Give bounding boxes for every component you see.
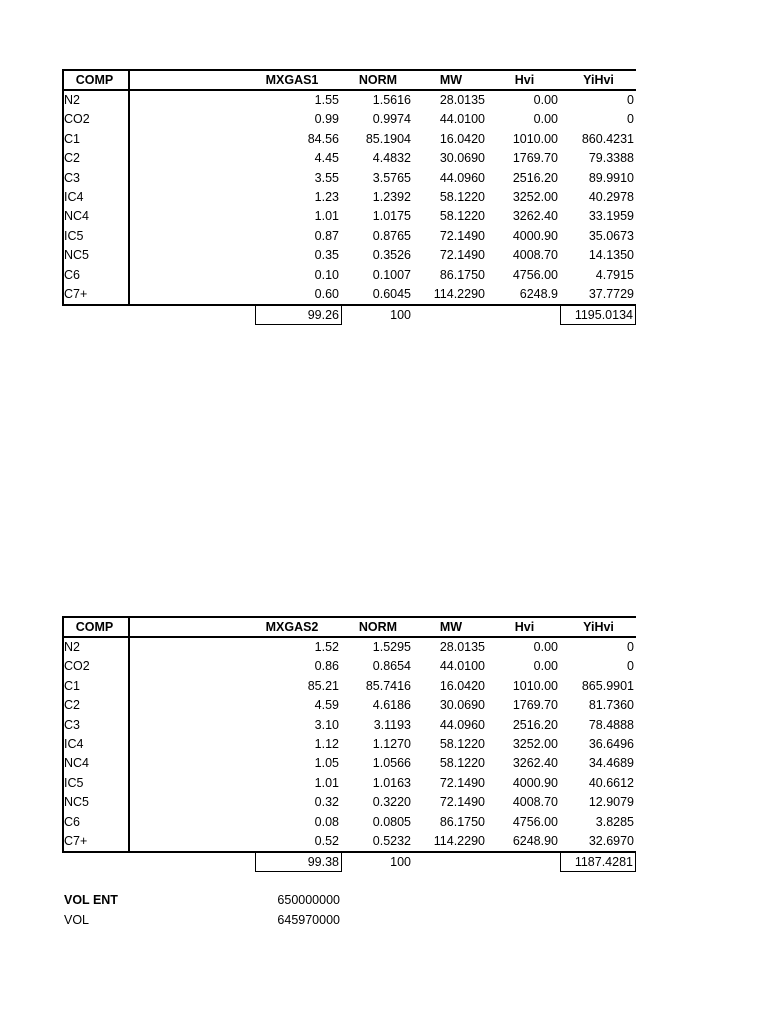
- mixture-cell: 0.60: [314, 286, 339, 301]
- component-cell: C6: [64, 814, 80, 829]
- component-cell: C1: [64, 678, 80, 693]
- table-row: [62, 130, 636, 149]
- yihvi-cell: 89.9910: [588, 170, 634, 185]
- component-cell: NC4: [64, 209, 90, 224]
- molecular-weight-cell: 44.0960: [439, 717, 485, 732]
- hvi-cell: 3262.40: [512, 209, 558, 224]
- norm-cell: 4.6186: [372, 698, 411, 713]
- yihvi-cell: 33.1959: [588, 209, 634, 224]
- total-yihvi: 1195.0134: [560, 306, 636, 325]
- norm-cell: 0.1007: [372, 267, 411, 282]
- component-cell: NC5: [64, 795, 90, 810]
- norm-cell: 1.2392: [372, 189, 411, 204]
- yihvi-cell: 860.4231: [581, 131, 634, 146]
- total-mix: 99.26: [255, 306, 342, 325]
- yihvi-cell: 81.7360: [588, 698, 634, 713]
- table-row: [62, 716, 636, 735]
- hvi-cell: 3262.40: [512, 756, 558, 771]
- yihvi-cell: 14.1350: [588, 248, 634, 263]
- gas-mixture-table-2: [62, 616, 636, 874]
- yihvi-cell: 865.9901: [581, 678, 634, 693]
- component-cell: C6: [64, 267, 80, 282]
- norm-cell: 85.1904: [365, 131, 411, 146]
- molecular-weight-cell: 86.1750: [439, 267, 485, 282]
- hvi-cell: 1010.00: [512, 131, 558, 146]
- hvi-cell: 4756.00: [512, 267, 558, 282]
- component-cell: C2: [64, 151, 80, 166]
- norm-cell: 1.0163: [372, 775, 411, 790]
- norm-cell: 1.5616: [372, 93, 411, 107]
- yihvi-cell: 0: [627, 659, 634, 674]
- table-row: [62, 188, 636, 207]
- hvi-cell: 1769.70: [512, 698, 558, 713]
- mixture-cell: 0.86: [314, 659, 339, 674]
- table-row: [62, 246, 636, 265]
- header-mw: MW: [439, 73, 463, 87]
- norm-cell: 3.1193: [373, 717, 411, 732]
- total-norm: 100: [390, 855, 411, 870]
- yihvi-cell: 0: [627, 640, 634, 654]
- molecular-weight-cell: 58.1220: [439, 756, 485, 771]
- hvi-cell: 4000.90: [512, 228, 558, 243]
- table-row: [62, 227, 636, 246]
- molecular-weight-cell: 114.2290: [433, 833, 485, 848]
- yihvi-cell: 36.6496: [588, 736, 634, 751]
- component-cell: CO2: [64, 112, 90, 127]
- hvi-cell: 0.00: [533, 112, 558, 127]
- yihvi-cell: 40.6612: [588, 775, 634, 790]
- norm-cell: 0.3220: [372, 795, 411, 810]
- norm-cell: 0.3526: [372, 248, 411, 263]
- mixture-cell: 3.55: [314, 170, 339, 185]
- molecular-weight-cell: 16.0420: [439, 131, 485, 146]
- table-row: [62, 813, 636, 832]
- component-cell: CO2: [64, 659, 90, 674]
- component-cell: C7+: [64, 286, 88, 301]
- table-row: [62, 696, 636, 715]
- hvi-cell: 2516.20: [512, 170, 558, 185]
- hvi-cell: 4756.00: [512, 814, 558, 829]
- norm-cell: 0.6045: [372, 286, 411, 301]
- header-yihvi: YiHvi: [583, 73, 614, 87]
- component-cell: C3: [64, 170, 80, 185]
- total-mix: 99.38: [255, 853, 342, 872]
- hvi-cell: 3252.00: [512, 189, 558, 204]
- yihvi-cell: 3.8285: [595, 814, 634, 829]
- molecular-weight-cell: 44.0960: [439, 170, 485, 185]
- header-yihvi: YiHvi: [583, 620, 614, 634]
- molecular-weight-cell: 28.0135: [439, 93, 485, 107]
- total-yihvi: 1187.4281: [560, 853, 636, 872]
- vol-row: [64, 910, 344, 930]
- table-body: [62, 91, 636, 306]
- norm-cell: 4.4832: [372, 151, 411, 166]
- table-row: [62, 266, 636, 285]
- header-mw: MW: [439, 620, 463, 634]
- hvi-cell: 4008.70: [512, 248, 558, 263]
- header-comp: COMP: [75, 73, 114, 87]
- table-header-row: [62, 69, 636, 91]
- table-row: [62, 657, 636, 676]
- mixture-cell: 85.21: [307, 678, 339, 693]
- table-body: [62, 638, 636, 853]
- yihvi-cell: 35.0673: [588, 228, 634, 243]
- mixture-cell: 1.01: [314, 775, 339, 790]
- header-comp: COMP: [75, 620, 114, 634]
- table-row: [62, 285, 636, 304]
- molecular-weight-cell: 86.1750: [439, 814, 485, 829]
- hvi-cell: 4008.70: [512, 795, 558, 810]
- totals-row: [62, 306, 636, 327]
- header-hvi: Hvi: [514, 620, 535, 634]
- table-row: [62, 735, 636, 754]
- norm-cell: 3.5765: [372, 170, 411, 185]
- molecular-weight-cell: 72.1490: [439, 248, 485, 263]
- table-row: [62, 207, 636, 226]
- yihvi-cell: 0: [627, 112, 634, 127]
- molecular-weight-cell: 44.0100: [439, 659, 485, 674]
- component-cell: C3: [64, 717, 80, 732]
- mixture-cell: 1.12: [314, 736, 339, 751]
- hvi-cell: 1769.70: [512, 151, 558, 166]
- molecular-weight-cell: 30.0690: [439, 698, 485, 713]
- hvi-cell: 6248.90: [512, 833, 558, 848]
- yihvi-cell: 37.7729: [588, 286, 634, 301]
- mixture-cell: 0.87: [314, 228, 339, 243]
- molecular-weight-cell: 58.1220: [439, 209, 485, 224]
- table-row: [62, 774, 636, 793]
- molecular-weight-cell: 44.0100: [439, 112, 485, 127]
- norm-cell: 0.9974: [372, 112, 411, 127]
- molecular-weight-cell: 72.1490: [439, 775, 485, 790]
- table-row: [62, 91, 636, 110]
- component-cell: C1: [64, 131, 80, 146]
- mixture-cell: 0.10: [314, 267, 339, 282]
- norm-cell: 0.0805: [372, 814, 411, 829]
- mixture-cell: 1.23: [314, 189, 339, 204]
- volume-block: [64, 890, 344, 930]
- table-row: [62, 677, 636, 696]
- mixture-cell: 0.35: [314, 248, 339, 263]
- norm-cell: 1.0175: [372, 209, 411, 224]
- component-cell: C2: [64, 698, 80, 713]
- hvi-cell: 4000.90: [512, 775, 558, 790]
- molecular-weight-cell: 58.1220: [439, 736, 485, 751]
- component-cell: NC5: [64, 248, 90, 263]
- header-hvi: Hvi: [514, 73, 535, 87]
- molecular-weight-cell: 28.0135: [439, 640, 485, 654]
- vol-label: VOL: [64, 913, 90, 927]
- yihvi-cell: 4.7915: [595, 267, 634, 282]
- component-cell: IC4: [64, 736, 84, 751]
- header-norm: NORM: [358, 620, 398, 634]
- table-row: [62, 149, 636, 168]
- header-mix: MXGAS2: [265, 620, 319, 634]
- mixture-cell: 84.56: [307, 131, 339, 146]
- component-cell: NC4: [64, 756, 90, 771]
- table-row: [62, 793, 636, 812]
- mixture-cell: 4.45: [314, 151, 339, 166]
- component-cell: IC5: [64, 775, 84, 790]
- totals-row: [62, 853, 636, 874]
- molecular-weight-cell: 72.1490: [439, 795, 485, 810]
- norm-cell: 0.8765: [372, 228, 411, 243]
- norm-cell: 1.0566: [372, 756, 411, 771]
- table-row: [62, 169, 636, 188]
- mixture-cell: 0.08: [314, 814, 339, 829]
- header-mix: MXGAS1: [265, 73, 319, 87]
- total-norm: 100: [390, 308, 411, 323]
- component-cell: C7+: [64, 833, 88, 848]
- molecular-weight-cell: 16.0420: [439, 678, 485, 693]
- molecular-weight-cell: 114.2290: [433, 286, 485, 301]
- hvi-cell: 2516.20: [512, 717, 558, 732]
- table-header-row: [62, 616, 636, 638]
- header-norm: NORM: [358, 73, 398, 87]
- yihvi-cell: 40.2978: [588, 189, 634, 204]
- component-cell: IC5: [64, 228, 84, 243]
- hvi-cell: 0.00: [533, 659, 558, 674]
- hvi-cell: 1010.00: [512, 678, 558, 693]
- mixture-cell: 0.52: [314, 833, 339, 848]
- hvi-cell: 0.00: [533, 640, 558, 654]
- hvi-cell: 3252.00: [512, 736, 558, 751]
- mixture-cell: 1.52: [314, 640, 339, 654]
- yihvi-cell: 79.3388: [588, 151, 634, 166]
- vol-ent-label: VOL ENT: [64, 893, 118, 907]
- mixture-cell: 1.01: [314, 209, 339, 224]
- yihvi-cell: 12.9079: [588, 795, 634, 810]
- vol-value: 645970000: [277, 913, 340, 927]
- mixture-cell: 4.59: [314, 698, 339, 713]
- norm-cell: 85.7416: [365, 678, 411, 693]
- mixture-cell: 1.05: [314, 756, 339, 771]
- norm-cell: 1.5295: [372, 640, 411, 654]
- yihvi-cell: 0: [627, 93, 634, 107]
- component-cell: N2: [64, 640, 80, 654]
- norm-cell: 0.8654: [372, 659, 411, 674]
- norm-cell: 0.5232: [372, 833, 411, 848]
- mixture-cell: 1.55: [314, 93, 339, 107]
- vol-ent-row: [64, 890, 344, 910]
- molecular-weight-cell: 58.1220: [439, 189, 485, 204]
- mixture-cell: 0.99: [314, 112, 339, 127]
- hvi-cell: 0.00: [533, 93, 558, 107]
- vol-ent-value: 650000000: [277, 893, 340, 907]
- component-cell: IC4: [64, 189, 84, 204]
- yihvi-cell: 78.4888: [588, 717, 634, 732]
- molecular-weight-cell: 72.1490: [439, 228, 485, 243]
- hvi-cell: 6248.9: [519, 286, 558, 301]
- molecular-weight-cell: 30.0690: [439, 151, 485, 166]
- table-row: [62, 754, 636, 773]
- gas-mixture-table-1: [62, 69, 636, 327]
- mixture-cell: 3.10: [314, 717, 339, 732]
- mixture-cell: 0.32: [314, 795, 339, 810]
- norm-cell: 1.1270: [372, 736, 411, 751]
- table-row: [62, 638, 636, 657]
- table-row: [62, 110, 636, 129]
- yihvi-cell: 32.6970: [588, 833, 634, 848]
- yihvi-cell: 34.4689: [588, 756, 634, 771]
- table-row: [62, 832, 636, 851]
- component-cell: N2: [64, 93, 80, 107]
